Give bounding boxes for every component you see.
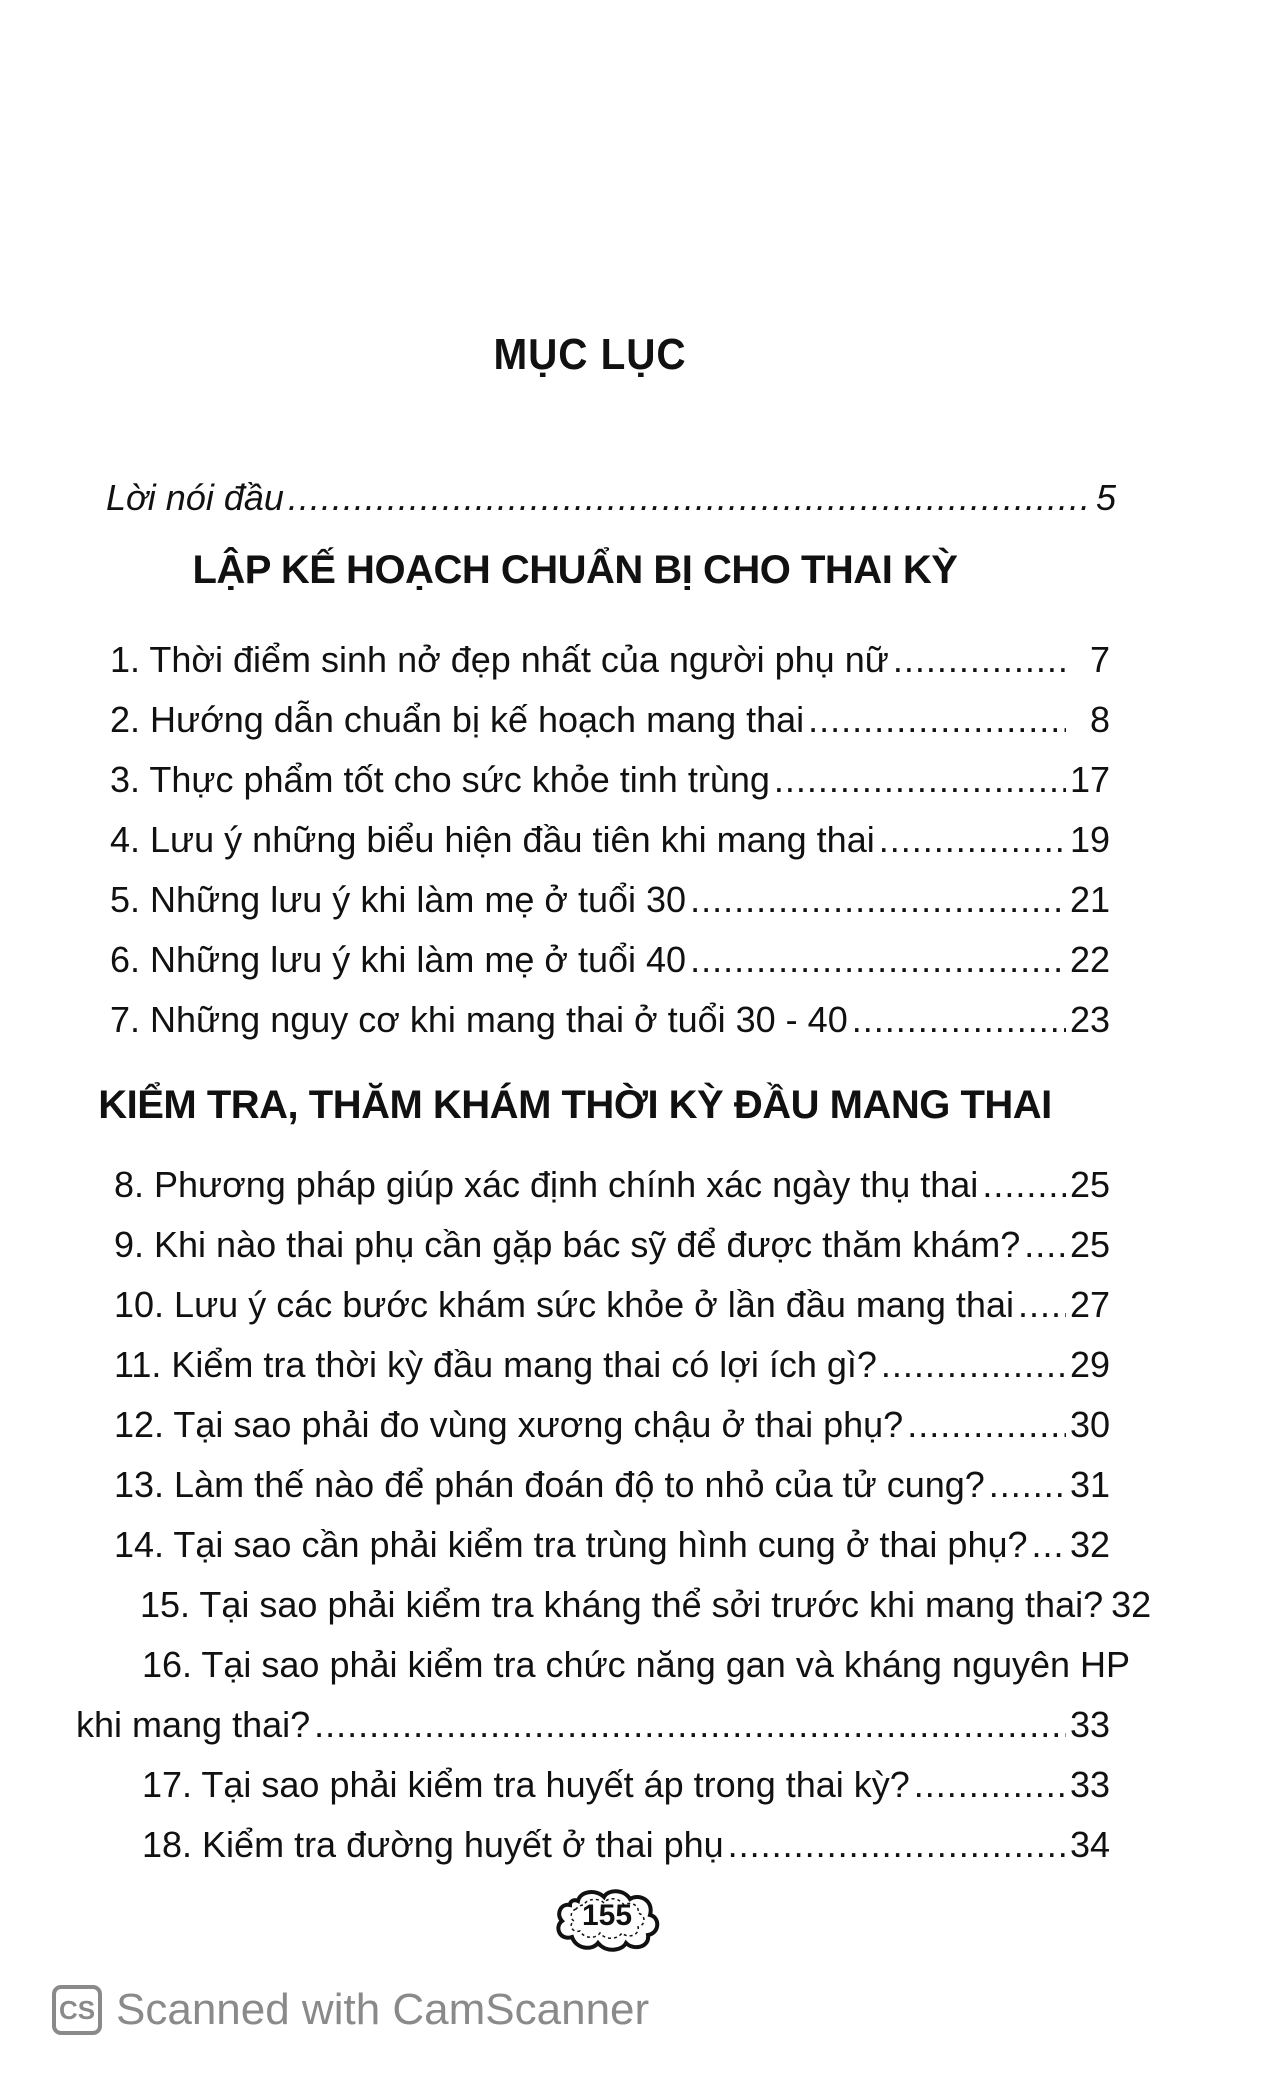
leader-dots (1024, 1223, 1066, 1267)
toc-entry-page: 7 (1089, 639, 1110, 680)
toc-entry-page: 32 (1111, 1584, 1152, 1625)
toc-entry-text: 2. Hướng dẫn chuẩn bị kế hoạch mang thai (110, 699, 805, 740)
toc-entry-page: 32 (1069, 1524, 1110, 1565)
toc-entry-page: 19 (1069, 819, 1110, 860)
toc-entry (140, 1583, 1152, 1627)
leader-dots (914, 1763, 1066, 1807)
leader-dots (774, 758, 1066, 802)
leader-dots (982, 1163, 1066, 1207)
leader-dots (314, 1703, 1066, 1747)
leader-dots (288, 476, 1088, 520)
page-number: 155 (581, 1899, 633, 1932)
leader-dots (907, 1403, 1066, 1447)
toc-entry-page: 23 (1069, 999, 1110, 1040)
toc-entry-text: 3. Thực phẩm tốt cho sức khỏe tinh trùng (110, 759, 770, 800)
leader-dots (1018, 1283, 1066, 1327)
toc-entry-page: 27 (1069, 1284, 1110, 1325)
toc-entry-text: 6. Những lưu ý khi làm mẹ ở tuổi 40 (110, 939, 687, 980)
page-number-badge (552, 1885, 662, 1957)
toc-entry-page: 17 (1069, 759, 1110, 800)
toc-entry-page: 30 (1069, 1404, 1110, 1445)
leader-dots (808, 698, 1066, 742)
toc-entry-page: 31 (1069, 1464, 1110, 1505)
leader-dots (1032, 1523, 1066, 1567)
section-heading: KIỂM TRA, THĂM KHÁM THỜI KỲ ĐẦU MANG THAI (98, 1083, 1052, 1127)
toc-entry-text: 10. Lưu ý các bước khám sức khỏe ở lần đầu mang thai (114, 1284, 1014, 1325)
toc-entry (142, 1823, 1110, 1867)
toc-entry-preface (106, 476, 1116, 520)
toc-entry-page: 8 (1089, 699, 1110, 740)
toc-entry-text: 15. Tại sao phải kiểm tra kháng thể sởi trước khi mang thai? (140, 1584, 1104, 1625)
toc-entry (114, 1523, 1110, 1567)
toc-entry (110, 878, 1110, 922)
toc-entry (142, 1763, 1110, 1807)
toc-entry-text: 16. Tại sao phải kiểm tra chức năng gan và kháng nguyên HP (142, 1644, 1131, 1685)
toc-entry-page: 34 (1069, 1824, 1110, 1865)
toc-entry-text: 18. Kiểm tra đường huyết ở thai phụ (142, 1824, 724, 1865)
toc-entry-text: Lời nói đầu (106, 477, 284, 518)
toc-entry-text: 13. Làm thế nào để phán đoán độ to nhỏ của tử cung? (114, 1464, 985, 1505)
toc-entry-page: 22 (1069, 939, 1110, 980)
toc-entry-page: 21 (1069, 879, 1110, 920)
toc-entry-text: 1. Thời điểm sinh nở đẹp nhất của người phụ nữ (110, 639, 889, 680)
toc-entry-page: 33 (1069, 1764, 1110, 1805)
toc-entry-page: 29 (1069, 1344, 1110, 1385)
toc-entry-wrapped-line1 (142, 1643, 1131, 1687)
leader-dots (879, 818, 1066, 862)
toc-entry-text: 12. Tại sao phải đo vùng xương chậu ở thai phụ? (114, 1404, 904, 1445)
toc-entry (110, 818, 1110, 862)
watermark-text: Scanned with CamScanner (116, 1985, 650, 2034)
leader-dots (852, 998, 1066, 1042)
toc-entry-text: 17. Tại sao phải kiểm tra huyết áp trong thai kỳ? (142, 1764, 910, 1805)
section-heading: LẬP KẾ HOẠCH CHUẨN BỊ CHO THAI KỲ (192, 548, 958, 592)
toc-entry-page: 25 (1069, 1224, 1110, 1265)
leader-dots (989, 1463, 1066, 1507)
toc-entry-text: 4. Lưu ý những biểu hiện đầu tiên khi mang thai (110, 819, 875, 860)
toc-entry-text: 14. Tại sao cần phải kiểm tra trùng hình cung ở thai phụ? (114, 1524, 1028, 1565)
toc-entry-wrapped-line2 (76, 1703, 1110, 1747)
toc-entry-text: 5. Những lưu ý khi làm mẹ ở tuổi 30 (110, 879, 687, 920)
toc-entry (110, 638, 1110, 682)
toc-entry-page: 25 (1069, 1164, 1110, 1205)
toc-entry (114, 1163, 1110, 1207)
leader-dots (893, 638, 1066, 682)
toc-entry (114, 1463, 1110, 1507)
toc-entry (114, 1403, 1110, 1447)
page-title: MỤC LỤC (493, 330, 687, 379)
toc-entry (110, 938, 1110, 982)
toc-entry (114, 1343, 1110, 1387)
leader-dots (690, 878, 1066, 922)
camscanner-logo-icon: CS (52, 1985, 102, 2035)
toc-entry-text: 9. Khi nào thai phụ cần gặp bác sỹ để được thăm khám? (114, 1224, 1021, 1265)
leader-dots (690, 938, 1066, 982)
toc-entry (110, 998, 1110, 1042)
toc-entry (110, 698, 1110, 742)
toc-entry (114, 1283, 1110, 1327)
leader-dots (728, 1823, 1066, 1867)
toc-entry-text: 11. Kiểm tra thời kỳ đầu mang thai có lợi ích gì? (114, 1344, 877, 1385)
toc-entry-text: khi mang thai? (76, 1704, 311, 1745)
toc-entry-text: 8. Phương pháp giúp xác định chính xác ngày thụ thai (114, 1164, 979, 1205)
toc-entry (114, 1223, 1110, 1267)
leader-dots (881, 1343, 1066, 1387)
scanner-watermark (52, 1985, 649, 2035)
toc-entry-page: 5 (1095, 477, 1116, 518)
toc-entry-page: 33 (1069, 1704, 1110, 1745)
toc-entry (110, 758, 1110, 802)
toc-entry-text: 7. Những nguy cơ khi mang thai ở tuổi 30 - 40 (110, 999, 848, 1040)
